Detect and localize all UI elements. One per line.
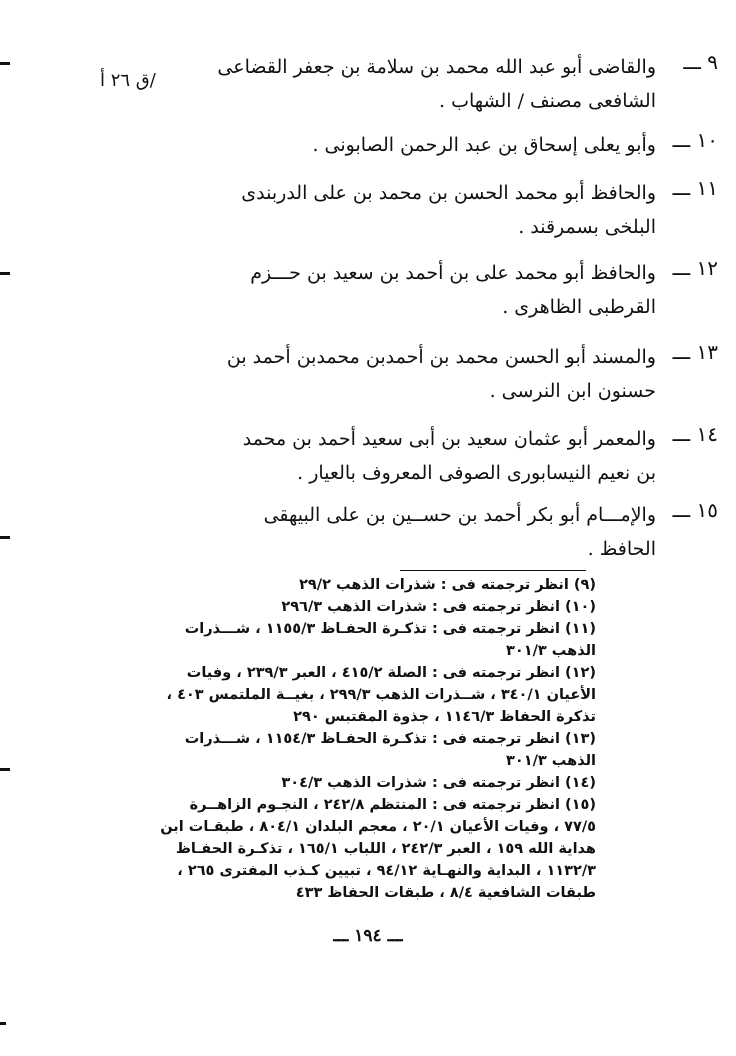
- entry-line: بن نعيم النيسابورى الصوفى المعروف بالعيار .: [297, 462, 656, 484]
- entry-9: [176, 50, 718, 118]
- footnote-separator: [400, 570, 586, 571]
- footnote-line: ٧٧/٥ ، وفيات الأعيان ٢٠/١ ، معجم البلدان ٨٠٤/١ ، طبقـات ابن: [160, 819, 596, 835]
- margin-mark: [0, 768, 10, 771]
- entry-number: ١٥ ـــ: [672, 498, 718, 522]
- margin-mark: [0, 272, 10, 275]
- entry-15: [176, 498, 718, 566]
- entry-12: [176, 256, 718, 324]
- entry-line: والقاضى أبو عبد الله محمد بن سلامة بن جعفر القضاعى: [217, 56, 656, 78]
- entry-line: والحافظ أبو محمد على بن أحمد بن سعيد بن حـــزم: [250, 262, 656, 284]
- footnote-11: [96, 618, 596, 662]
- entry-number: ١٢ ـــ: [672, 256, 718, 280]
- entry-number: ٩ ـــ: [683, 50, 718, 74]
- entry-line: الحافظ .: [587, 538, 656, 560]
- footnote-line: (١٢) انظر ترجمته فى : الصلة ٤١٥/٢ ، العبر ٢٣٩/٣ ، وفيات: [186, 665, 596, 681]
- entry-line: البلخى بسمرقند .: [518, 216, 656, 238]
- entry-number: ١٣ ـــ: [672, 340, 718, 364]
- entry-line: حسنون ابن النرسى .: [489, 380, 656, 402]
- entry-line: وأبو يعلى إسحاق بن عبد الرحمن الصابونى .: [312, 134, 656, 156]
- entry-line: والحافظ أبو محمد الحسن بن محمد بن على الدربندى: [241, 182, 656, 204]
- page-number: ـــ ١٩٤ ـــ: [333, 926, 403, 946]
- entry-line: الشافعى مصنف / الشهاب .: [439, 90, 656, 112]
- footnote-15: [96, 794, 596, 904]
- margin-mark: [0, 62, 10, 65]
- entry-line: والمعمر أبو عثمان سعيد بن أبى سعيد أحمد بن محمد: [242, 428, 656, 450]
- entry-line: القرطبى الظاهرى .: [502, 296, 656, 318]
- entry-11: [176, 176, 718, 244]
- footnote-line: (١١) انظر ترجمته فى : تذكـرة الحفـاظ ١١٥٥/٣ ، شـــذرات: [184, 621, 596, 637]
- footnote-line: تذكرة الحفاظ ١١٤٦/٣ ، جذوة المقتبس ٢٩٠: [293, 709, 596, 725]
- footnote-line: الذهب ٣٠١/٣: [506, 753, 596, 769]
- entry-14: [176, 422, 718, 490]
- footnote-line: الذهب ٣٠١/٣: [506, 643, 596, 659]
- footnote-line: هداية الله ١٥٩ ، العبر ٢٤٢/٣ ، اللباب ١٦٥/١ ، تذكـرة الحفـاظ: [175, 841, 596, 857]
- footnote-line: (١٥) انظر ترجمته فى : المنتظم ٢٤٢/٨ ، النجـوم الزاهــرة: [189, 797, 596, 813]
- footnote-14: [96, 772, 596, 794]
- margin-mark: [0, 536, 10, 539]
- entry-10: [176, 128, 718, 162]
- entry-number: ١٤ ـــ: [672, 422, 718, 446]
- footnote-9: [96, 574, 596, 596]
- margin-mark: [0, 1022, 6, 1025]
- footnote-line: (١٣) انظر ترجمته فى : تذكـرة الحفـاظ ١١٥٤/٣ ، شـــذرات: [184, 731, 596, 747]
- entry-number: ١١ ـــ: [672, 176, 718, 200]
- footnote-line: ١١٣٢/٣ ، البداية والنهـاية ٩٤/١٢ ، تبيين كـذب المفترى ٢٦٥ ،: [177, 863, 596, 879]
- entry-13: [176, 340, 718, 408]
- footnotes: [96, 574, 596, 904]
- entry-line: والمسند أبو الحسن محمد بن أحمدبن محمدبن أحمد بن: [226, 346, 656, 368]
- folio-note: /ق ٢٦ أ: [100, 70, 156, 91]
- entry-number: ١٠ ـــ: [672, 128, 718, 152]
- footnote-13: [96, 728, 596, 772]
- footnote-10: [96, 596, 596, 618]
- footnote-line: (١٤) انظر ترجمته فى : شذرات الذهب ٣٠٤/٣: [281, 775, 596, 791]
- footnote-12: [96, 662, 596, 728]
- footnote-line: (٩) انظر ترجمته فى : شذرات الذهب ٢٩/٢: [299, 577, 596, 593]
- footnote-line: (١٠) انظر ترجمته فى : شذرات الذهب ٢٩٦/٣: [281, 599, 596, 615]
- footnote-line: طبقات الشافعية ٨/٤ ، طبقات الحفاظ ٤٣٣: [295, 885, 596, 901]
- entry-line: والإمـــام أبو بكر أحمد بن حســين بن على البيهقى: [263, 504, 656, 526]
- footnote-line: الأعيان ٣٤٠/١ ، شــذرات الذهب ٢٩٩/٣ ، بغيــة الملتمس ٤٠٣ ،: [166, 687, 596, 703]
